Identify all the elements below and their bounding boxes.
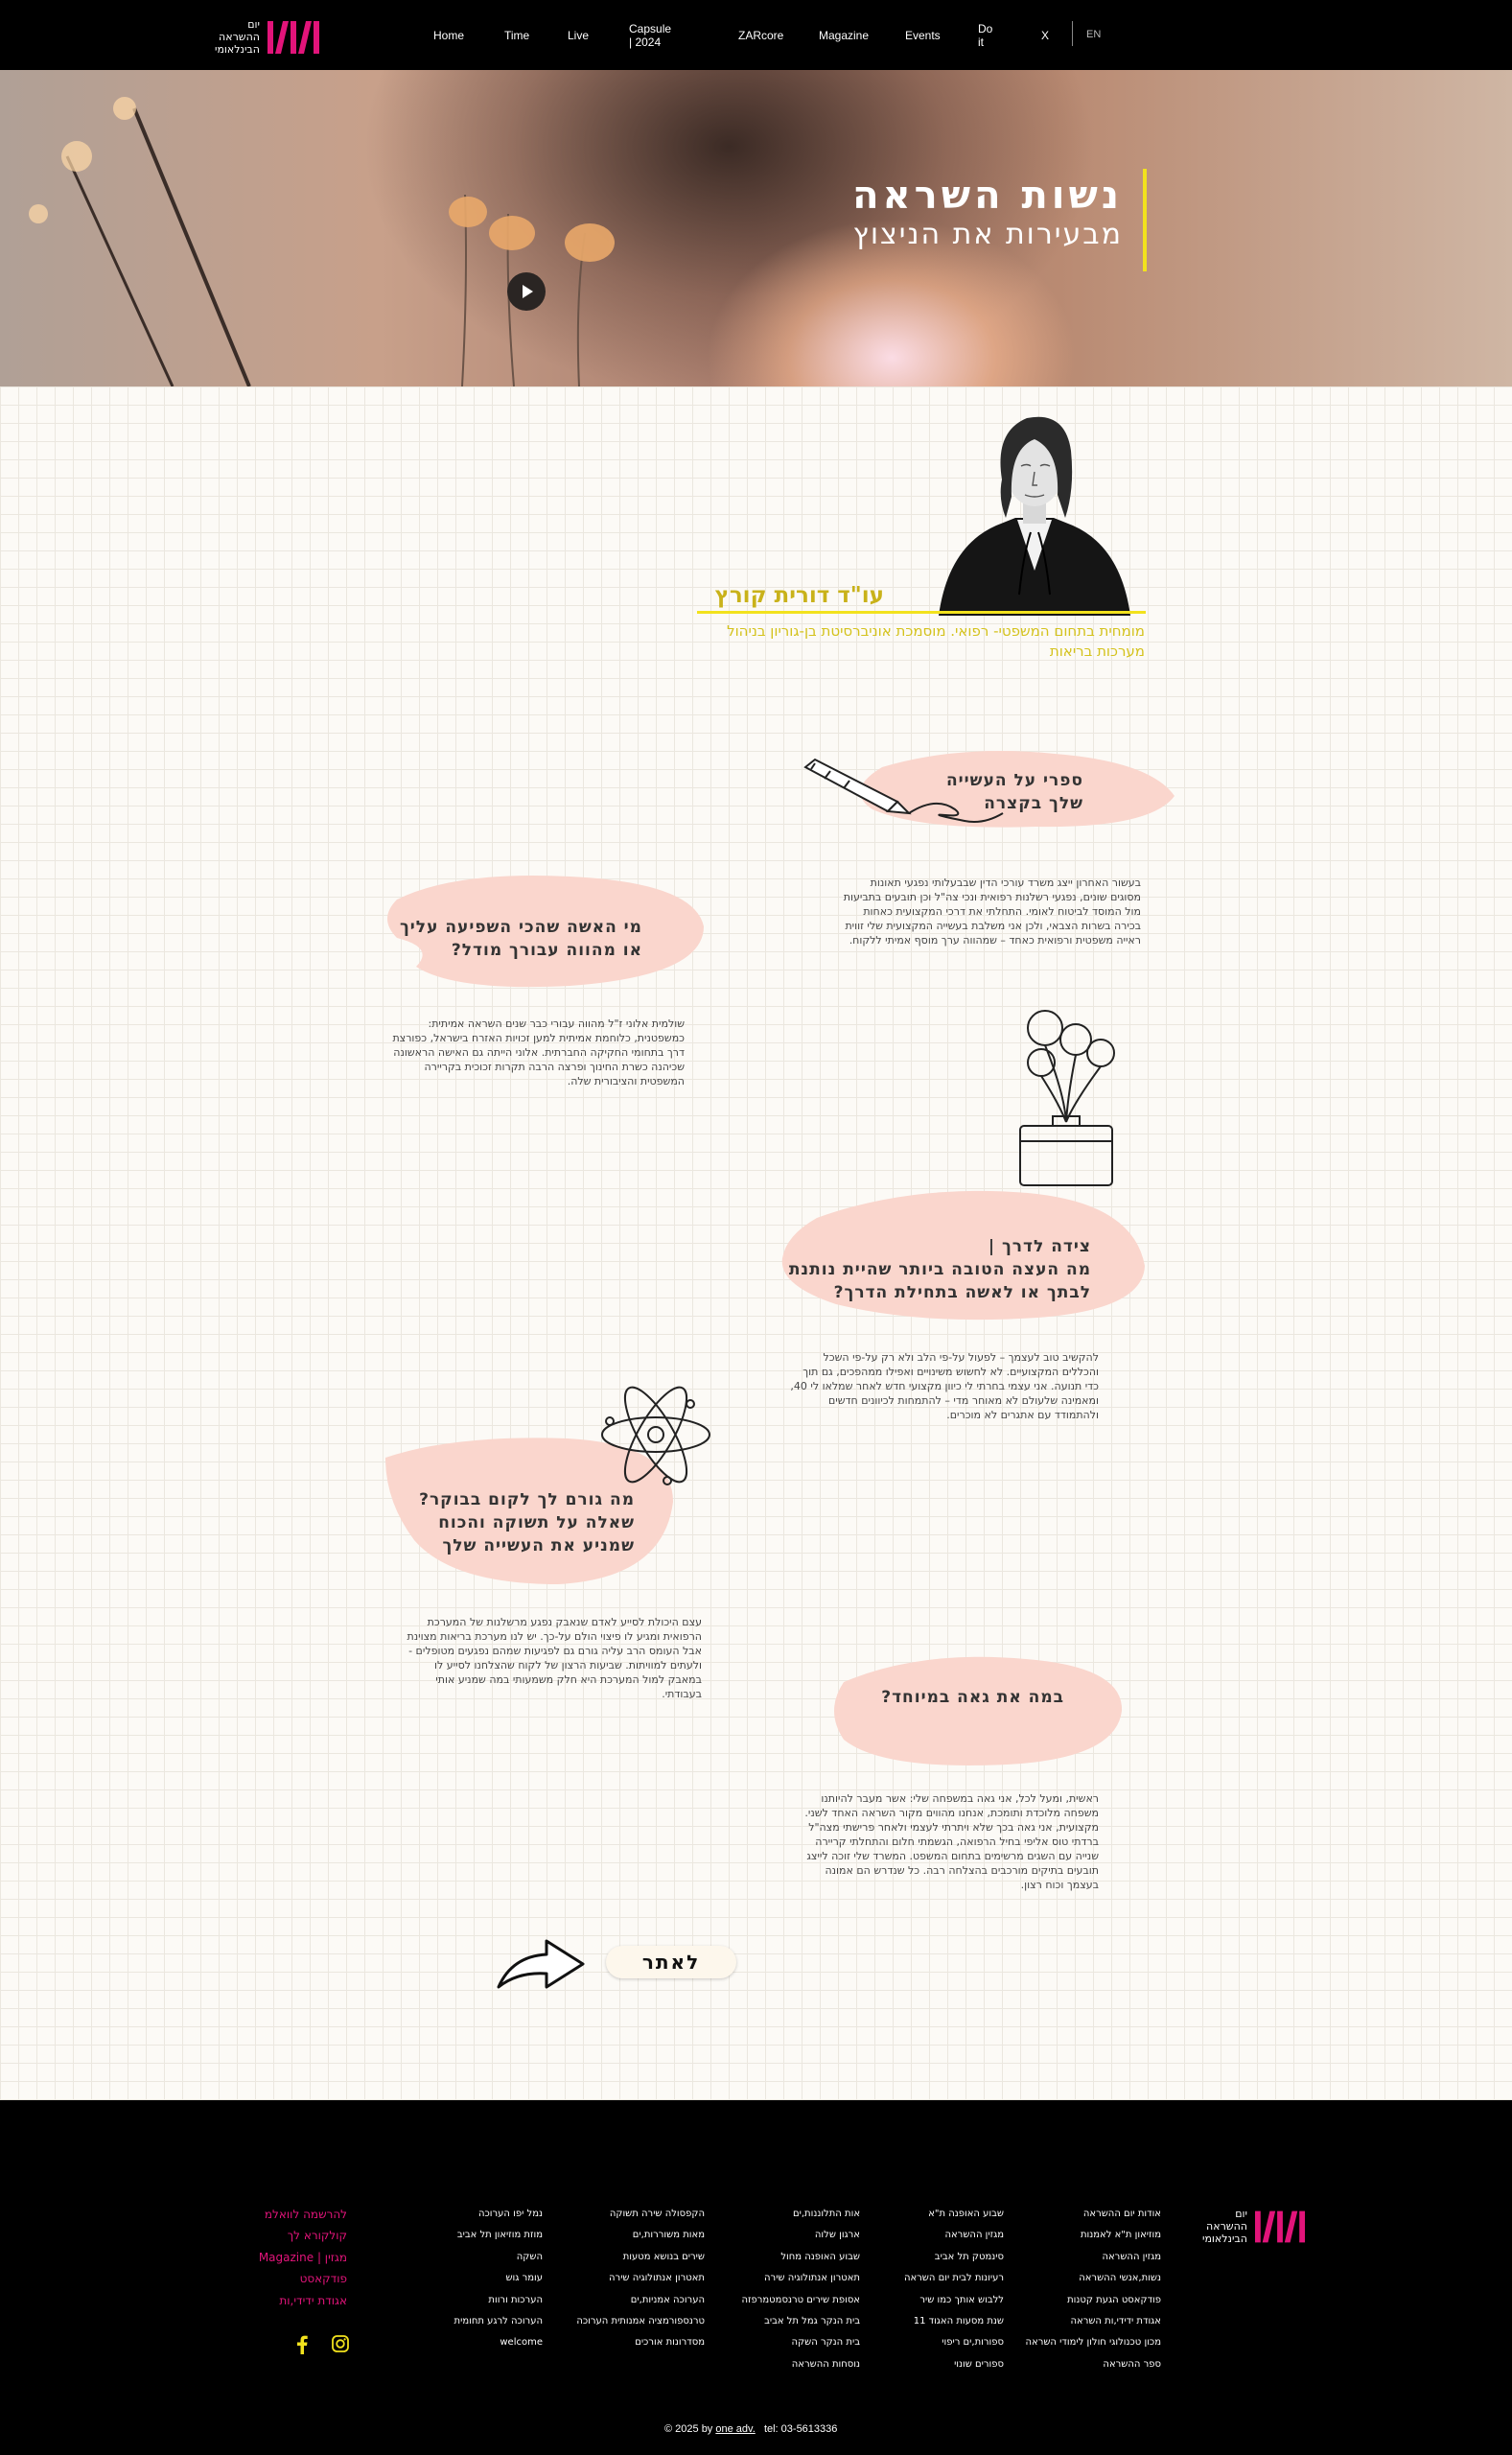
footer-link[interactable]: הקפסולה שירה תשוקה: [609, 2209, 705, 2219]
footer-link[interactable]: תאטרון אנתולוגיה שירה: [764, 2273, 860, 2284]
footer-link[interactable]: מוזת מוזיאון תל אביב: [456, 2230, 543, 2241]
footer-link[interactable]: שבוע האופנה מחול: [780, 2251, 860, 2262]
footer-phone: tel: 03-5613336: [763, 2423, 838, 2435]
nav-divider: [1072, 21, 1073, 46]
footer-link[interactable]: בית הנקר השקה: [791, 2337, 860, 2349]
hero-heading: [852, 174, 1123, 252]
footer-col-4: [532, 2204, 705, 2354]
logo-text: יום ההשראה הבינלאומי: [215, 18, 260, 56]
footer-link[interactable]: עומר גוש: [505, 2273, 543, 2284]
logo-mark-icon: [268, 21, 319, 54]
footer-col-5: [399, 2204, 543, 2354]
question-2: מי האשה שהכי השפיעה עליך או מהווה עבורך מודל?: [399, 918, 642, 960]
footer-col-3: [707, 2204, 860, 2375]
footer-link[interactable]: הערוכה לרגע תחומית: [454, 2316, 543, 2327]
footer-link[interactable]: מוזיאון ת"א לאמנות: [1080, 2230, 1161, 2241]
hero-accent-bar: [1143, 169, 1147, 271]
question-5: במה את גאה במיוחד?: [881, 1688, 1064, 1707]
answer-3: להקשיב טוב לעצמך – לפעול על-פי הלב ולא רק על-פי השכל והכללים המקצועיים. לא לחשוש משינויים ואפילו ממהפכים, גם תוך כדי תנועה. אני עצמי בחרתי לי כיוון מקצועי חדש לאחר שמלאו לי 40, ומאמינה שלעולם לא מאוחר מדי – להתמחות לכיוונים חדשים ולהתמודד עם אתגרים לא מוכרים.: [790, 1351, 1099, 1421]
answer-4: עצם היכולת לסייע לאדם שנאבק נפגע מרשלנות של המערכת הרפואית ומגיע לו פיצוי הולם על-כך. יש לנו מערכת בריאות מצוינת אבל העומס הרב עליה גורם גם לפגיעות שמהם נפגעים מטופלים - ולעתים למוויתות. שביעות הרצון של לקוח שהצלחנו לסייע לו במאבק למול המערכת היא חלק משמעותי במה שמניע אותי בעבודתי.: [407, 1616, 702, 1700]
footer-link[interactable]: welcome: [500, 2337, 543, 2349]
footer: [0, 2100, 1512, 2455]
footer-link[interactable]: ארגון שלוה: [814, 2230, 860, 2241]
question-4: מה גורם לך לקום בבוקר? שאלה על תשוקה והכוח שמניע את העשייה שלך: [419, 1490, 635, 1555]
footer-link[interactable]: ספורים שונוי: [954, 2358, 1004, 2370]
footer-link[interactable]: מגזין ההשראה: [944, 2230, 1004, 2241]
copyright-link[interactable]: one adv.: [715, 2423, 756, 2435]
footer-link[interactable]: ספר ההשראה: [1103, 2358, 1161, 2370]
question-3: צידה לדרך | מה העצה הטובה ביותר שהיית נותנת לבתך או לאשה בתחילת הדרך?: [788, 1237, 1091, 1302]
facebook-icon[interactable]: [295, 2335, 309, 2358]
person-description: מומחית בתחום המשפטי- רפואי. מוסמכת אוניברסיטת בן-גוריון בניהול מערכות בריאות: [727, 622, 1145, 660]
footer-link[interactable]: סינמטק תל אביב: [934, 2251, 1004, 2262]
footer-link[interactable]: הערכות ורוות: [488, 2294, 543, 2305]
footer-logo[interactable]: [1202, 2208, 1305, 2245]
footer-link[interactable]: להרשמה לוואלמ: [264, 2208, 347, 2221]
footer-col-2: [850, 2204, 1004, 2375]
footer-link[interactable]: שבוע האופנה ת"א: [928, 2209, 1004, 2219]
footer-link[interactable]: מגזין | Magazine: [258, 2250, 347, 2264]
footer-link[interactable]: אודות יום ההשראה: [1082, 2209, 1161, 2219]
top-navigation-bar: [0, 0, 1512, 70]
play-video-button[interactable]: [507, 272, 546, 311]
nav-events[interactable]: Events: [905, 28, 941, 42]
footer-link[interactable]: אגודת ידידי,ות השראה: [1070, 2316, 1161, 2327]
footer-link[interactable]: בית הנקר גמל תל אביב: [764, 2316, 860, 2327]
answer-1: בעשור האחרון ייצג משרד עורכי הדין שבבעלותי נפגעי תאונות מסוגים שונים, נפגעי רשלנות רפואית ונכי צה"ל וכן תובעים בתביעות מול המוסד לביטוח לאומי. התחלתי את דרכי המקצועית כאחות בכירה בשרות הצבאי, ולכן אני משלבת בעשייה המקצועית שלי זווית ראייה משפטית ורפואית כאחד – שמהווה ערך מוסף אמיתי ללקוח.: [843, 877, 1141, 947]
footer-link[interactable]: קולקורא לך: [287, 2229, 347, 2243]
footer-link[interactable]: ללבוש אותך כמו שיר: [919, 2294, 1004, 2305]
arrow-right-icon: [495, 1933, 587, 1991]
site-logo[interactable]: [215, 18, 319, 56]
name-underline: [697, 611, 1146, 614]
language-switch[interactable]: EN: [1086, 29, 1102, 40]
footer-link[interactable]: נשות,אנשי ההשראה: [1079, 2273, 1161, 2284]
hero-flowers-illustration: [0, 70, 1512, 386]
footer-link[interactable]: השקה: [516, 2251, 543, 2262]
question-blob-5: [825, 1653, 1126, 1768]
footer-link[interactable]: מכון טכנולוגי חולון לימודי השראה: [1025, 2337, 1161, 2349]
footer-link[interactable]: רעיונות לבית יום השראה: [903, 2273, 1004, 2284]
footer-link[interactable]: מאות משוררות,ים: [632, 2230, 705, 2241]
question-1: ספרי על העשייה שלך בקצרה: [945, 771, 1083, 813]
footer-logo-text: יום ההשראה הבינלאומי: [1202, 2208, 1247, 2245]
hero-banner: [0, 70, 1512, 386]
footer-link[interactable]: אסופת שירים טרנסמטמרפזה: [741, 2294, 860, 2305]
nav-live[interactable]: Live: [568, 28, 590, 42]
footer-col-6: [203, 2204, 347, 2311]
footer-link[interactable]: תאטרון אנתולוגיה שירה: [609, 2273, 705, 2284]
atom-icon: [598, 1381, 713, 1488]
footer-link[interactable]: טרנספורמציה אמנותית הערוכה: [576, 2316, 705, 2327]
footer-link[interactable]: שנת מסעות האגוד 11: [913, 2316, 1004, 2327]
portrait-image: [939, 403, 1130, 616]
person-name: עו"ד דורית קורץ: [714, 583, 884, 608]
copyright: © 2025 by one adv. tel: 03-5613336: [664, 2423, 838, 2435]
hero-subtitle: מבעירות את הניצוץ: [852, 218, 1123, 251]
footer-link[interactable]: מגזין ההשראה: [1102, 2251, 1161, 2262]
footer-link[interactable]: אגודת ידידי,ות: [279, 2293, 347, 2307]
footer-link[interactable]: הערוכה אמניות,ים: [630, 2294, 705, 2305]
footer-link[interactable]: מסדרונות אורכים: [635, 2337, 705, 2349]
nav-home[interactable]: Home: [433, 28, 465, 42]
answer-5: ראשית, ומעל לכל, אני גאה במשפחה שלי: אשר מעבר להיותנו משפחה מלוכדת ותומכת, אנחנו מהווים מקור השראה האחד לשני. מקצועית, אני גאה בכך שלא ויתרתי לעצמי ולאחר פרישתי מצה"ל ברדתי טוס אליפי בחיל הרפואה, הגשמתי חלום והתחלתי קריירה שנייה עם השגים מרשימים בתחום המשפט. המשרד שלי זוכה לייצג תובעים בתיקים מורכבים בהצלחה רבה. כל שנדרש הם אמונה בעצמך וכוח רצון.: [804, 1792, 1099, 1891]
nav-do-it[interactable]: Do it: [978, 21, 993, 49]
nav-x[interactable]: X: [1041, 28, 1050, 42]
hero-title: נשות השראה: [852, 174, 1123, 218]
nav-magazine[interactable]: Magazine: [819, 28, 870, 42]
footer-link[interactable]: פודקאסט הגעת קטנות: [1067, 2294, 1161, 2305]
footer-link[interactable]: שירים בנושא מטעות: [622, 2251, 705, 2262]
footer-link[interactable]: נמל יפו הערוכה: [477, 2209, 543, 2219]
nav-zarcore[interactable]: ZARcore: [738, 28, 784, 42]
footer-logo-mark-icon: [1255, 2210, 1305, 2243]
nav-time[interactable]: Time: [504, 28, 530, 42]
instagram-icon[interactable]: [332, 2335, 349, 2356]
nav-capsule[interactable]: Capsule | 2024: [629, 21, 672, 49]
briefcase-balloons-icon: [1016, 1007, 1122, 1189]
footer-link[interactable]: נוסחות ההשראה: [791, 2358, 860, 2370]
footer-link[interactable]: פודקאסט: [299, 2272, 347, 2286]
footer-link[interactable]: ספורות,ים ריפוי: [942, 2337, 1004, 2349]
answer-2: שולמית אלוני ז"ל מהווה עבורי כבר שנים השראה אמיתית: כמשפטנית, כלוחמת אמיתית למען זכויות האזרח בישראל, כפורצת דרך בתחומי החקיקה החברתית. אלוני הייתה גם האישה הראשונה שכיהנה כשרת החינוך ופרצה הרבה תקרות זכוכית בקריירה המשפטית והציבורית שלה.: [392, 1017, 685, 1087]
footer-link[interactable]: אות התלוננות,ים: [792, 2209, 860, 2219]
to-site-button[interactable]: לאתר: [606, 1946, 736, 1978]
